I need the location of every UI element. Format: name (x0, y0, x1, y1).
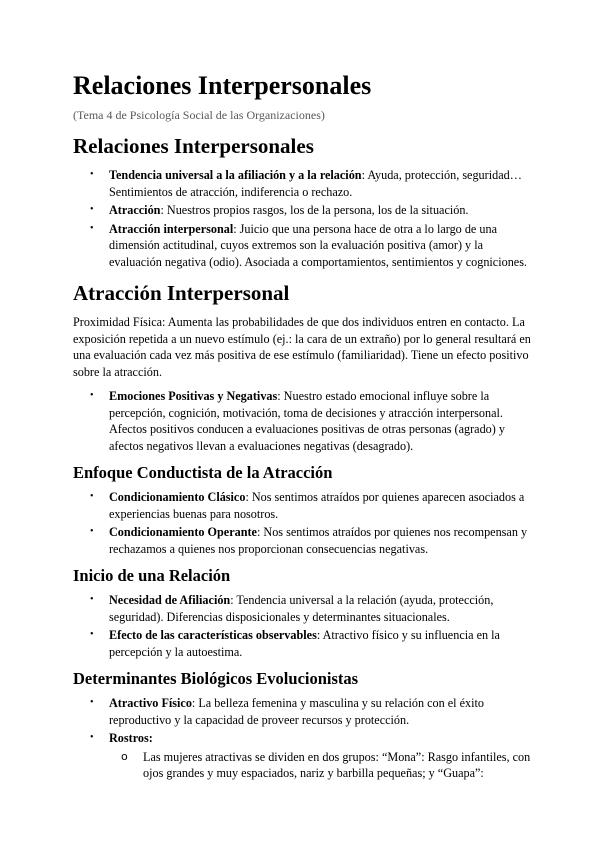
atraccion-list (73, 388, 533, 454)
sub-list-item: o Las mujeres atractivas se dividen en dos grupos: “Mona”: Rasgo infantiles, con ojos grandes y muy espaciados, nariz y barbilla pequeñas; y “Guapa”: (121, 749, 531, 780)
rostros-sublist (109, 749, 533, 782)
list-item: • Condicionamiento Operante: Nos sentimos atraídos por quienes nos recompensan y rechazamos a quienes nos proporcionan consecuencias negativas. (90, 525, 528, 556)
bullet-icon: • (90, 390, 94, 401)
section-heading-inicio: Inicio de una Relación (73, 566, 231, 585)
bullet-icon: • (90, 526, 94, 537)
list-item: • Condicionamiento Clásico: Nos sentimos atraídos por quienes aparecen asociados a experiencias buenas para nosotros. (90, 490, 525, 521)
conductista-list (73, 489, 533, 557)
bullet-icon: • (90, 491, 94, 502)
biologicos-list (73, 695, 533, 782)
list-item: • Necesidad de Afiliación: Tendencia universal a la relación (ayuda, protección, seguridad). Diferencias disposicionales y determinantes situacionales. (90, 593, 494, 624)
section-heading-atraccion: Atracción Interpersonal (73, 281, 290, 305)
list-item: • Tendencia universal a la afiliación y a la relación: Ayuda, protección, seguridad… Sentimientos de atracción, indiferencia o rechazo. (90, 168, 522, 199)
bullet-icon: • (90, 204, 94, 215)
list-item: • Rostros: o Las mujeres atractivas se dividen en dos grupos: “Mona”: Rasgo infantiles, con ojos grandes y muy espaciados, nariz y barbilla pequeñas; y “Guapa”: (109, 730, 533, 782)
list-item: • Atractivo Físico: La belleza femenina y masculina y su relación con el éxito reproductivo y la capacidad de proveer recursos y protección. (90, 696, 484, 727)
list-item: • Atracción interpersonal: Juicio que una persona hace de otra a lo largo de una dimensión actitudinal, cuyos extremos son la evaluación positiva (amor) y la evaluación negativa (odio). Asociada a comportamientos, sentimientos y cogniciones. (90, 221, 527, 269)
document-page (73, 70, 533, 788)
section-heading-conductista: Enfoque Conductista de la Atracción (73, 463, 333, 482)
circle-bullet-icon: o (121, 749, 128, 763)
atraccion-paragraph: Proximidad Física: Aumenta las probabilidades de que dos individuos entren en contacto. La exposición repetida a un nuevo estímulo (ej.: la cara de un extraño) por lo general resultará en una evaluación cada vez más positiva de ese estímulo (familiaridad). Tiene un efecto positivo sobre la atracción. (73, 315, 531, 379)
list-item: • Atracción: Nuestros propios rasgos, los de la persona, los de la situación. (90, 203, 469, 217)
bullet-icon: • (90, 222, 94, 234)
section-heading-relaciones: Relaciones Interpersonales (73, 134, 314, 158)
bullet-icon: • (90, 169, 94, 180)
bullet-icon: • (90, 594, 94, 605)
section-heading-biologicos: Determinantes Biológicos Evolucionistas (73, 669, 359, 688)
list-item: • Emociones Positivas y Negativas: Nuestro estado emocional influye sobre la percepción, cognición, motivación, toma de decisiones y atracción interpersonal. Afectos positivos conducen a evaluaciones positivas de otras personas (agrado) y afectos negativos llevan a evaluaciones negativas (desagrado). (90, 389, 505, 453)
bullet-icon: • (90, 732, 94, 743)
list-item: • Efecto de las características observables: Atractivo físico y su influencia en la percepción y la autoestima. (90, 628, 500, 659)
relaciones-list (73, 167, 533, 270)
document-title: Relaciones Interpersonales (73, 71, 372, 100)
document-subtitle: (Tema 4 de Psicología Social de las Organizaciones) (73, 108, 325, 122)
bullet-icon: • (90, 629, 94, 640)
bullet-icon: • (90, 697, 94, 708)
inicio-list (73, 592, 533, 660)
